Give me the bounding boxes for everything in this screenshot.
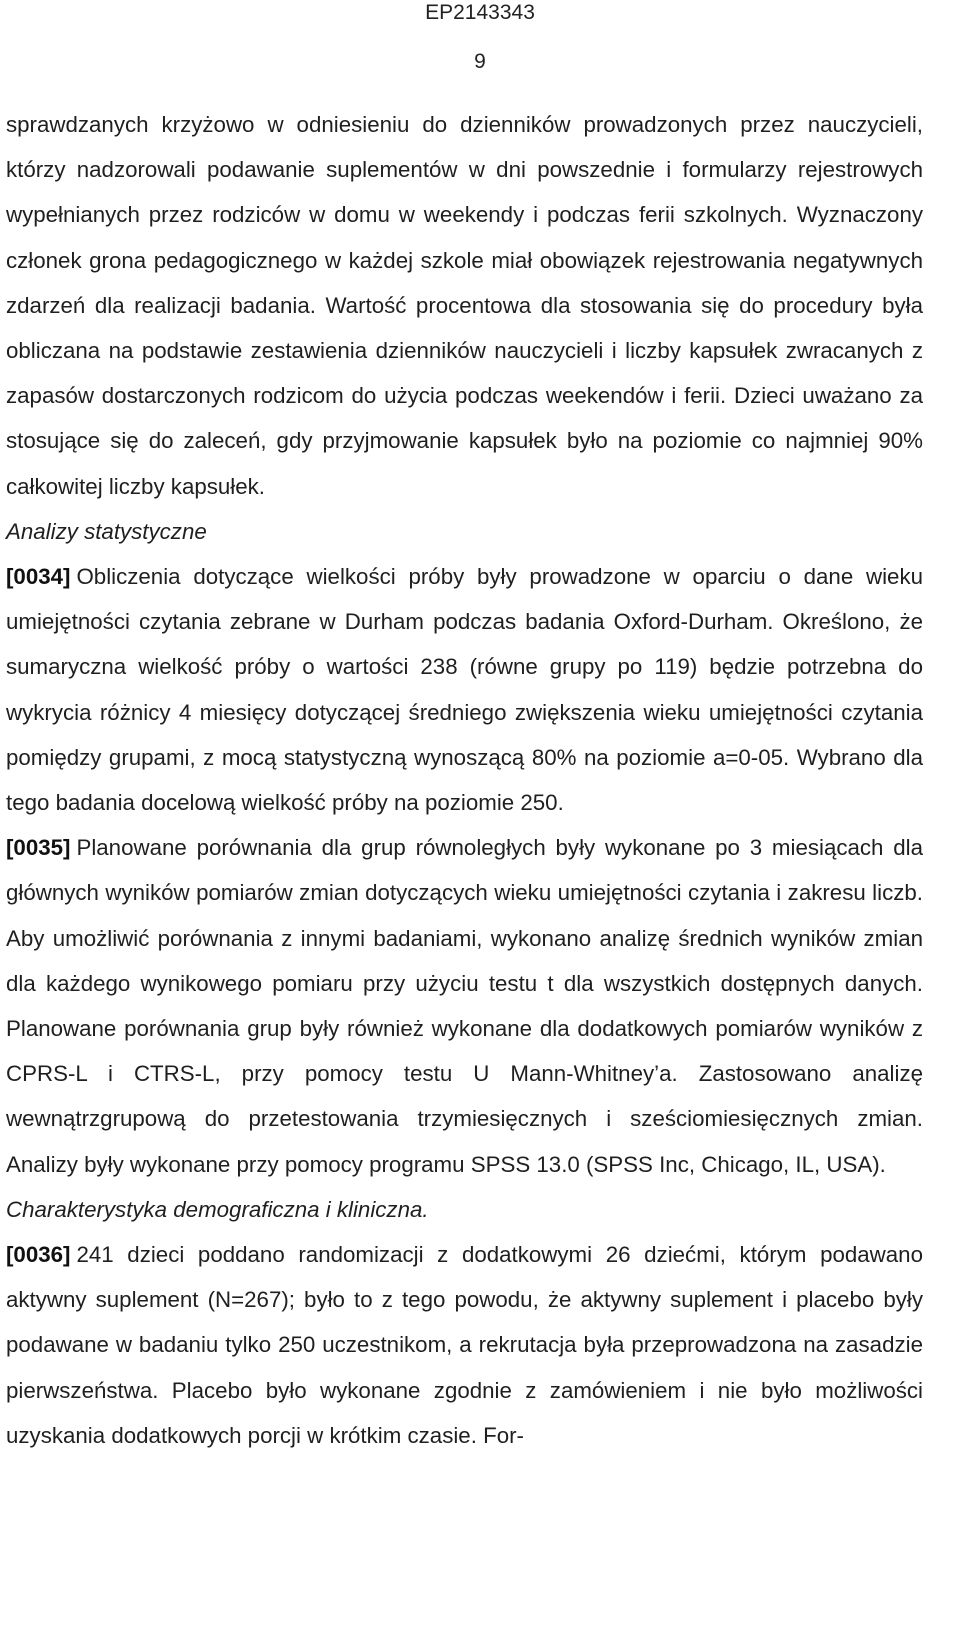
paragraph-0034 [6, 554, 923, 825]
paragraph-text: Obliczenia dotyczące wielkości próby były prowadzone w oparciu o dane wieku umiejętności czytania zebrane w Durham podczas badania Oxford-Durham. Określono, że sumaryczna wielkość próby o wartości 238 (równe grupy po 119) będzie potrzebna do wykrycia różnicy 4 miesięcy dotyczącej średniego zwiększenia wieku umiejętności czytania pomiędzy grupami, z mocą statystyczną wynoszącą 80% na poziomie a=0-05. Wybrano dla tego badania docelową wielkość próby na poziomie 250. [6, 564, 923, 816]
paragraph-0035 [6, 825, 923, 1187]
paragraph-number: [0036] [6, 1242, 71, 1268]
document-body [6, 102, 923, 1458]
paragraph-number: [0034] [6, 564, 71, 590]
page-number: 9 [474, 50, 486, 73]
section-heading-statistical-analyses: Analizy statystyczne [6, 518, 207, 544]
paragraph-0036 [6, 1232, 923, 1458]
document-id: EP2143343 [425, 1, 535, 24]
paragraph-intro: sprawdzanych krzyżowo w odniesieniu do dzienników prowadzonych przez nauczycieli, którzy nadzorowali podawanie suplementów w dni powszednie i formularzy rejestrowych wypełnianych przez rodziców w domu w weekendy i podczas ferii szkolnych. Wyznaczony członek grona pedagogicznego w każdej szkole miał obowiązek rejestrowania negatywnych zdarzeń dla realizacji badania. Wartość procentowa dla stosowania się do procedury była obliczana na podstawie zestawienia dzienników nauczycieli i liczby kapsułek zwracanych z zapasów dostarczonych rodzicom do użycia podczas weekendów i ferii. Dzieci uważano za stosujące się do zaleceń, gdy przyjmowanie kapsułek było na poziomie co najmniej 90% całkowitej liczby kapsułek. [6, 112, 923, 499]
paragraph-text: 241 dzieci poddano randomizacji z dodatkowymi 26 dziećmi, którym podawano aktywny suplement (N=267); było to z tego powodu, że aktywny suplement i placebo były podawane w badaniu tylko 250 uczestnikom, a rekrutacja była przeprowadzona na zasadzie pierwszeństwa. Placebo było wykonane zgodnie z zamówieniem i nie było możliwości uzyskania dodatkowych porcji w krótkim czasie. For- [6, 1242, 923, 1448]
paragraph-text: Planowane porównania dla grup równoległych były wykonane po 3 miesiącach dla głównych wyników pomiarów zmian dotyczących wieku umiejętności czytania i zakresu liczb. Aby umożliwić porównania z innymi badaniami, wykonano analizę średnich wyników zmian dla każdego wynikowego pomiaru przy użyciu testu t dla wszystkich dostępnych danych. Planowane porównania grup były również wykonane dla dodatkowych pomiarów wyników z CPRS-L i CTRS-L, przy pomocy testu U Mann-Whitney’a. Zastosowano analizę wewnątrzgrupową do przetestowania trzymiesięcznych i sześciomiesięcznych zmian. Analizy były wykonane przy pomocy programu SPSS 13.0 (SPSS Inc, Chicago, IL, USA). [6, 835, 923, 1177]
section-heading-demographics: Charakterystyka demograficzna i kliniczna. [6, 1196, 429, 1222]
paragraph-number: [0035] [6, 835, 71, 861]
